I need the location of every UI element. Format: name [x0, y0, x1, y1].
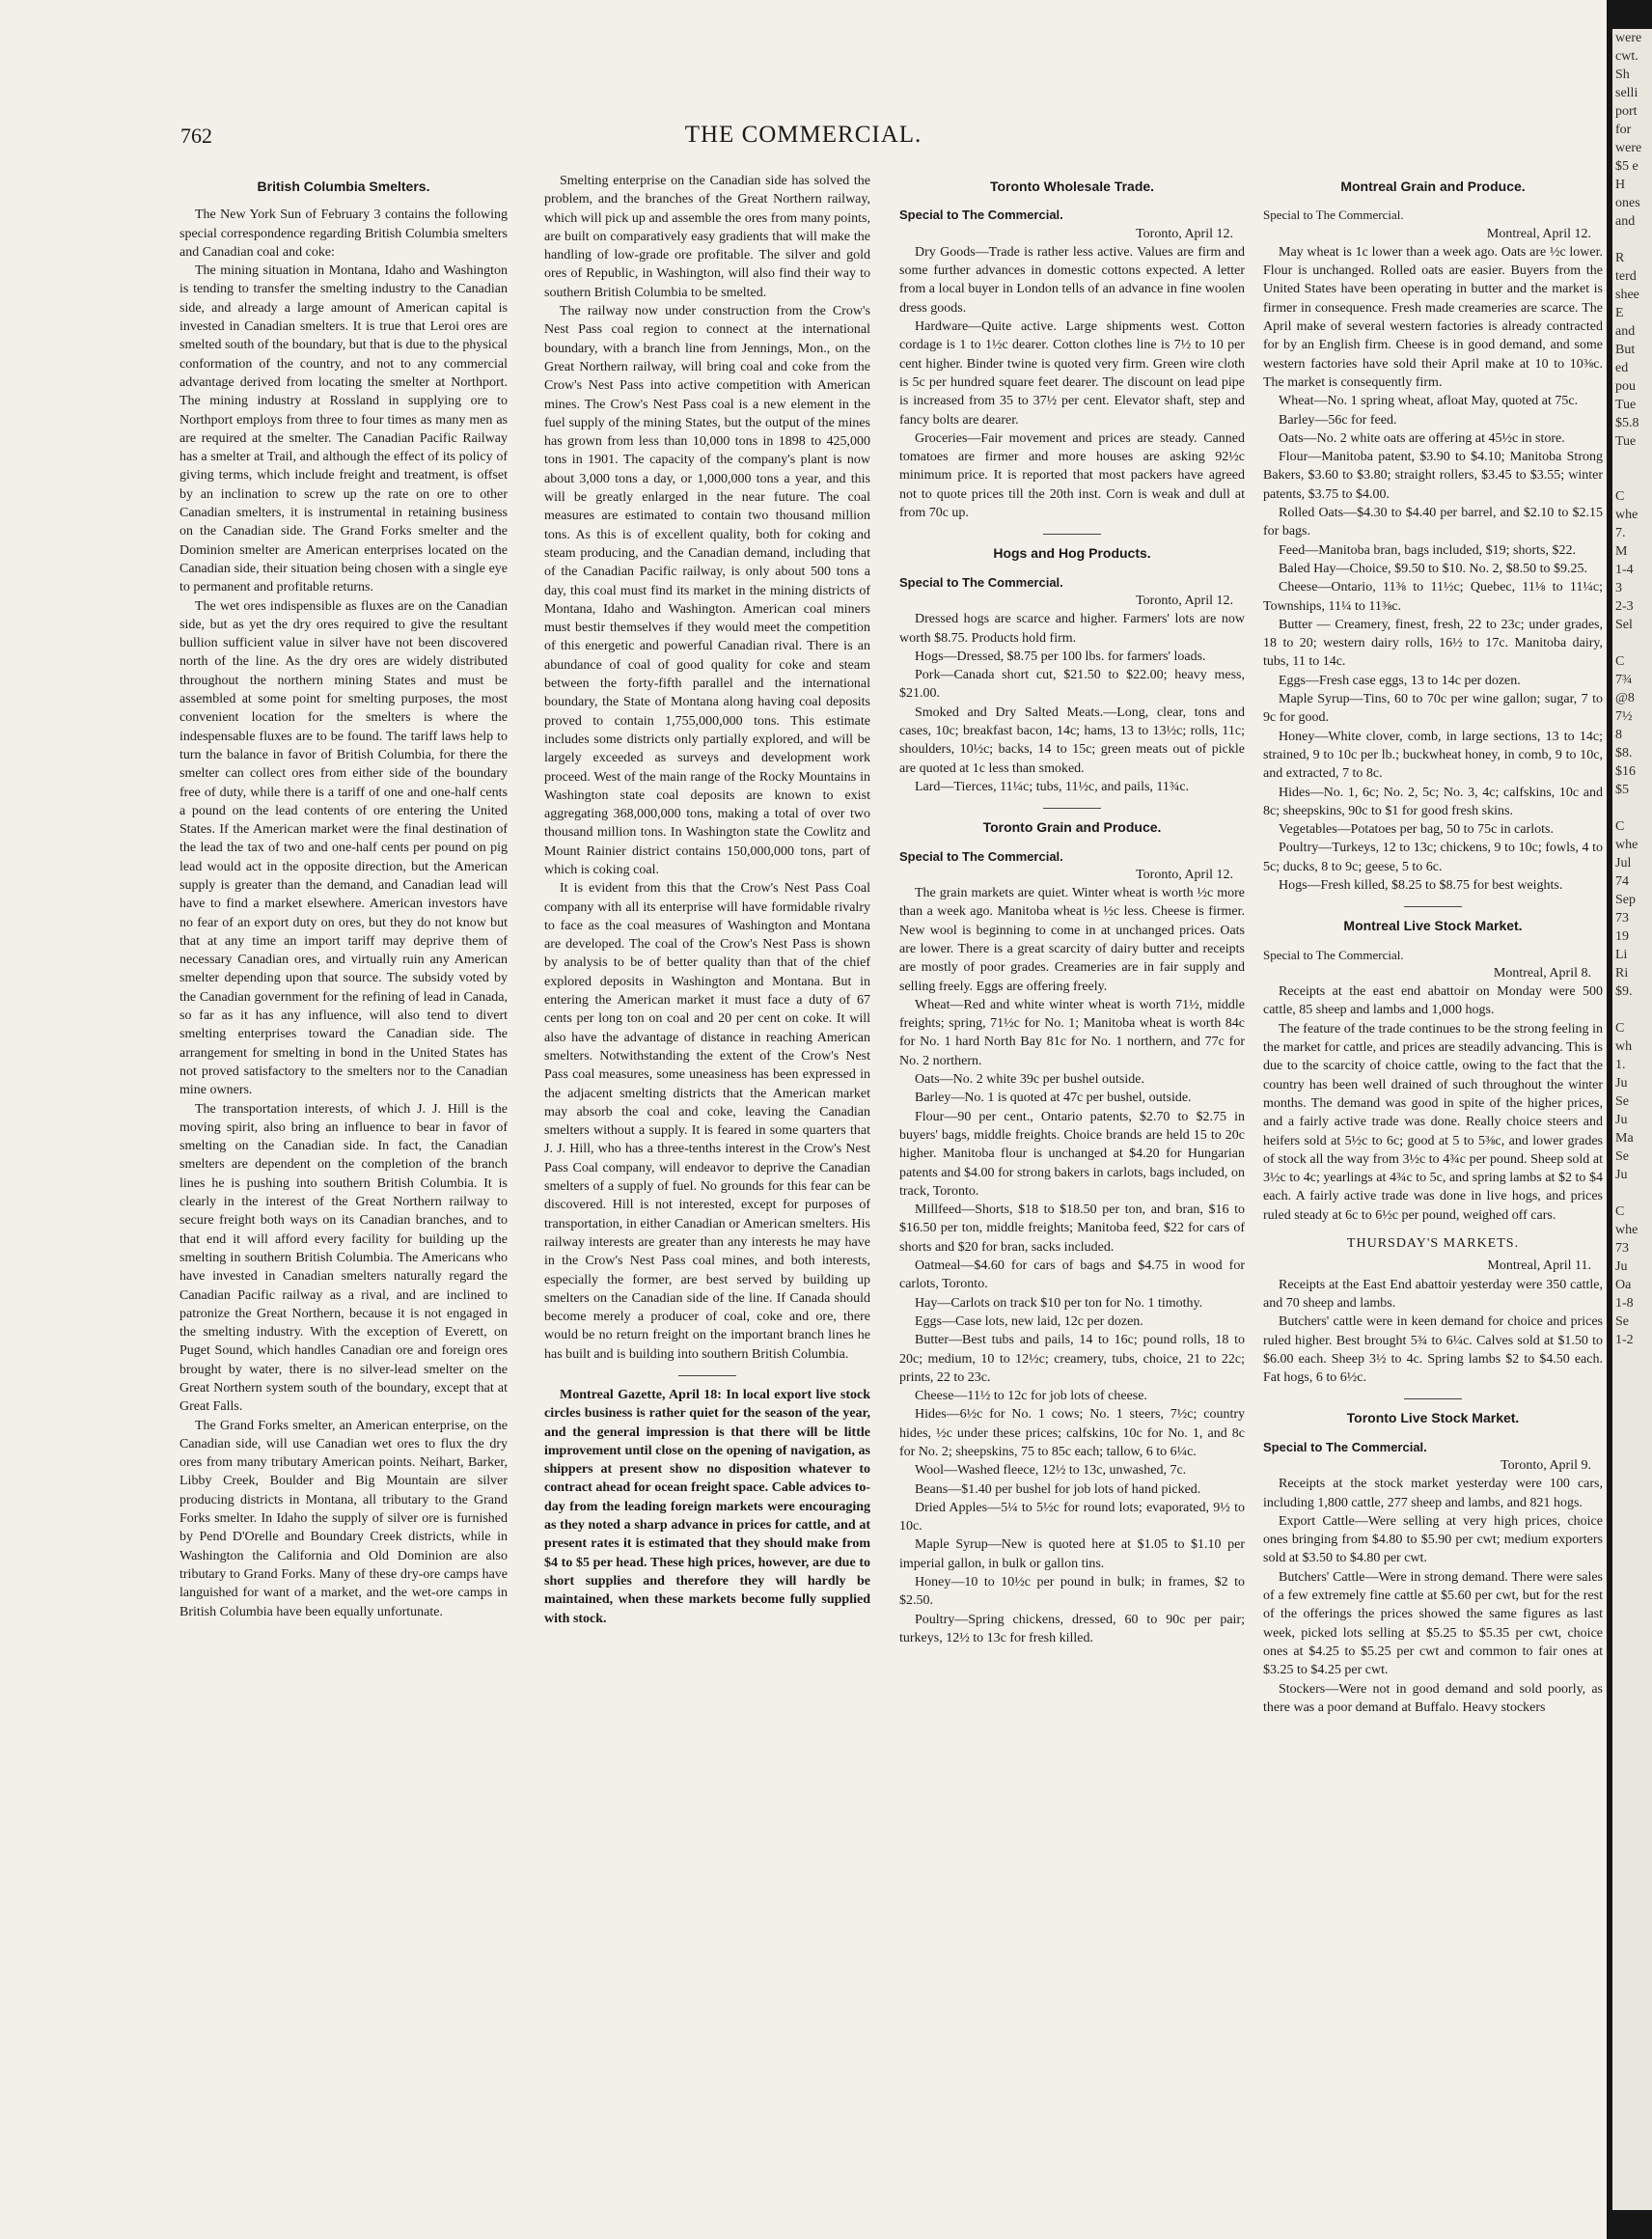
market-paragraph: Hay—Carlots on track $10 per ton for No. 1 timothy.: [915, 1295, 1203, 1311]
adjacent-page-line: 7.: [1615, 526, 1626, 540]
market-paragraph: Wool—Washed fleece, 12½ to 13c, unwashed, 7c.: [915, 1463, 1187, 1479]
article-paragraph: The New York Sun of February 3 contains the following special correspondence regarding British Columbia smelters and Canadian coal and coke:: [179, 207, 508, 260]
column-4: [1263, 172, 1603, 2092]
market-paragraph: Oatmeal—$4.60 for cars of bags and $4.75 in wood for carlots, Toronto.: [899, 1258, 1245, 1292]
adjacent-page-line: [1615, 1533, 1652, 1551]
adjacent-page-line: 7¾: [1615, 673, 1633, 687]
market-paragraph: Stockers—Were not in good demand and sold poorly, as there was a poor demand at Buffalo. Heavy stockers: [1263, 1681, 1603, 1715]
adjacent-page-line: M: [1615, 544, 1628, 559]
market-paragraph: Receipts at the east end abattoir on Monday were 500 cattle, 85 sheep and lambs and 1,000 hogs.: [1263, 984, 1603, 1018]
adjacent-page-line: $5 e: [1615, 159, 1638, 174]
market-paragraph: Groceries—Fair movement and prices are steady. Canned tomatoes are firmer and more houses are asking 92½c minimum price. It is reported that most packers have agreed not to quote prices till the 20th inst. Corn is weak and dull at from 70c up.: [899, 430, 1245, 521]
market-paragraph: The feature of the trade continues to be the strong feeling in the market for cattle, and prices are steadily advancing. This is due to the scarcity of choice cattle, owing to the fact that the country has been well drained of such throughout the winter months. The demand was good in spite of the higher prices, and a fairly active trade was done. Really choice steers and heifers sold at 5½c to 6c; good at 5 to 5⅜c, and lower grades of stock all the way from 3½c to 4¾c per pound. Sheep sold at 3½c to 4c; yearlings at 4¾c to 5c, and spring lambs at $2 to $4 each. A fairly active trade was done in live hogs, and prices ruled steady at 6c to 6½c per pound, weighed off cars.: [1263, 1021, 1603, 1223]
article-paragraph: Montreal Gazette, April 18: In local export live stock circles business is rather quiet for the season of the year, and the general impression is that there will be little improvement until close on the opening of navigation, as shippers at present show no disposition whatever to contract ahead for ocean freight space. Cable advices to-day from the leading foreign markets were encouraging as they noted a sharp advance in prices for cattle, and at present rates it is estimated that they should make from $4 to $5 per head. These high prices, however, are due to short supplies and therefore they will hardly be maintained, when these markets become fully supplied with stock.: [544, 1388, 870, 1626]
market-paragraph: Barley—No. 1 is quoted at 47c per bushel, outside.: [915, 1091, 1192, 1106]
market-paragraph: Maple Syrup—New is quoted here at $1.05 to $1.10 per imperial gallon, in bulk or gallon tins.: [899, 1537, 1245, 1571]
adjacent-page-line: ed: [1615, 361, 1629, 375]
market-paragraph: Dried Apples—5¼ to 5½c for round lots; evaporated, 9½ to 10c.: [899, 1500, 1245, 1534]
adjacent-page-line: C: [1615, 819, 1625, 834]
section-heading: Toronto Live Stock Market.: [1346, 1410, 1520, 1426]
article-paragraph: The railway now under construction from the Crow's Nest Pass coal region to connect at the international boundary, with a branch line from Jennings, Mon., on the Great Northern railway, will bring coal and coke from the Crow's Nest Pass into active competition with American mines. The Crow's Nest Pass coal is a new element in the fuel supply of the mining States, but the output of the mines has grown from less than 10,000 tons in 1898 to 425,000 tons in 1901. The capacity of the company's plant is now about 3,000 tons a day, or 1,000,000 tons a year, and this will be greatly enlarged in the near future. The coal measures are estimated to contain two thousand million tons. As this is of excellent quality, both for coking and steam producing, and the Canadian demand, including that of the Canadian Pacific railway, is only about 500 tons a day, this coal must find its market in the mining districts of Montana, Idaho and Washington. American coal miners must bestir themselves if they would meet the competition of this energetic and powerful Canadian rival. There is an abundance of coal of good quality for coke and steam between the forty-fifth parallel and the international boundary, the State of Montana along having coal deposits proved to contain 1,755,000,000 tons. This estimate includes some districts only partially explored, and will be largely exceeded as surveys and development work proceed. West of the main range of the Rocky Mountains in Washington state coal deposits are known to exist aggregating 368,000,000 tons, making a total of over two thousand million tons. In Washington state the Cowlitz and Mount Rainier district contains 150,000,000 tons, part of which is coking coal.: [544, 304, 870, 877]
market-paragraph: Export Cattle—Were selling at very high prices, choice ones bringing from $4.80 to $5.90 per cwt; medium exporters sold at $3.50 to $4.80 per cwt.: [1263, 1513, 1603, 1566]
market-paragraph: Poultry—Turkeys, 12 to 13c; chickens, 9 to 10c; fowls, 4 to 5c; ducks, 8 to 9c; geese, 5 to 6c.: [1263, 841, 1603, 874]
market-paragraph: Dressed hogs are scarce and higher. Farmers' lots are now worth $8.75. Products hold firm.: [899, 612, 1245, 646]
market-paragraph: Hardware—Quite active. Large shipments west. Cotton cordage is 1 to 1½c dearer. Cotton clothes line is 7½ to 10 per cent higher. Binder twine is quoted very firm. Green wire cloth is 5c per hundred square feet dearer. The discount on lead pipe is increased from 35 to 37½ per cent. Elevator shaft, step and fancy bolts are dearer.: [899, 319, 1245, 428]
dateline: Toronto, April 12.: [1136, 867, 1233, 882]
market-paragraph: Receipts at the East End abattoir yesterday were 350 cattle, and 70 sheep and lambs.: [1263, 1277, 1603, 1311]
market-paragraph: Wheat—No. 1 spring wheat, afloat May, quoted at 75c.: [1279, 394, 1579, 409]
market-paragraph: Flour—90 per cent., Ontario patents, $2.70 to $2.75 in buyers' bags, middle freights. Choice brands are held 15 to 20c higher. Manitoba flour is unchanged at $4.20 for Hungarian patents and $4.00 for strong bakers in carlots, bags included, on track, Toronto.: [899, 1109, 1245, 1199]
adjacent-page-line: C: [1615, 489, 1625, 504]
adjacent-page-line: [1615, 1001, 1652, 1019]
market-paragraph: Eggs—Fresh case eggs, 13 to 14c per dozen.: [1279, 673, 1521, 688]
market-paragraph: Cheese—11½ to 12c for job lots of cheese.: [915, 1389, 1147, 1404]
market-paragraph: Hogs—Fresh killed, $8.25 to $8.75 for best weights.: [1279, 877, 1563, 893]
adjacent-page-line: 8: [1615, 728, 1622, 742]
market-paragraph: Honey—White clover, comb, in large sections, 13 to 14c; strained, 9 to 10c per lb.; buckwheat honey, in comb, 9 to 10c, and extracted, 7 to 8c.: [1263, 729, 1603, 782]
market-paragraph: Wheat—Red and white winter wheat is worth 71½, middle freights; spring, 71½c for No. 1; Manitoba wheat is worth 84c for No. 1 hard North Bay 81c for No. 1 northern, and 77c for No. 2 northern.: [899, 997, 1245, 1068]
adjacent-page-line: [1615, 1368, 1652, 1386]
market-paragraph: Hides—No. 1, 6c; No. 2, 5c; No. 3, 4c; calfskins, 10c and 8c; sheepskins, 90c to $1 for good fresh skins.: [1263, 785, 1603, 818]
adjacent-page-line: shee: [1615, 288, 1639, 302]
adjacent-page-line: 2-3: [1615, 599, 1634, 614]
adjacent-page-line: C: [1615, 654, 1625, 669]
dateline: Montreal, April 12.: [1486, 226, 1591, 241]
adjacent-page-line: 3: [1615, 581, 1622, 595]
section-divider: [1043, 534, 1101, 535]
market-paragraph: Cheese—Ontario, 11⅜ to 11½c; Quebec, 11⅛ to 11¼c; Townships, 11¼ to 11⅜c.: [1263, 580, 1603, 614]
adjacent-page-line: Sel: [1615, 618, 1633, 632]
adjacent-page-line: Ri: [1615, 966, 1629, 981]
adjacent-page-line: But: [1615, 343, 1636, 357]
section-divider: [1404, 1398, 1462, 1399]
page-title: THE COMMERCIAL.: [684, 122, 922, 148]
section-heading: Toronto Grain and Produce.: [982, 819, 1162, 836]
adjacent-page-line: port: [1615, 104, 1638, 119]
adjacent-page-line: [1615, 1441, 1652, 1459]
market-paragraph: Eggs—Case lots, new laid, 12c per dozen.: [915, 1313, 1143, 1329]
adjacent-page-line: Se: [1615, 1094, 1629, 1109]
adjacent-page-line: $8.: [1615, 746, 1633, 760]
section-divider: [1043, 808, 1101, 809]
market-paragraph: Pork—Canada short cut, $21.50 to $22.00; heavy mess, $21.00.: [899, 668, 1245, 702]
market-paragraph: Hides—6½c for No. 1 cows; No. 1 steers, 7½c; country hides, ½c under these prices; calfskins, 10c for No. 1, and 8c for No. 2; sheepskins, 75 to 85c each; tallow, 6 to 6¼c.: [899, 1407, 1245, 1459]
market-paragraph: Baled Hay—Choice, $9.50 to $10. No. 2, $8.50 to $9.25.: [1279, 561, 1588, 576]
adjacent-page-line: [1615, 1386, 1652, 1404]
adjacent-page-line: R: [1615, 251, 1625, 265]
adjacent-page-text: [1612, 29, 1652, 2210]
adjacent-page-line: Ju: [1615, 1076, 1628, 1091]
adjacent-page-line: Li: [1615, 948, 1628, 962]
adjacent-page-line: 73: [1615, 1241, 1629, 1256]
market-paragraph: Oats—No. 2 white oats are offering at 45½c in store.: [1279, 430, 1565, 446]
market-paragraph: Butchers' Cattle—Were in strong demand. There were sales of a few extremely fine cattle at $5.60 per cwt, but for the rest of the offerings the prices showed the same figures as last week, picked lots selling at $5.25 to $5.35 per cwt, choice ones at $4.25 to $5.25 per cwt and common to fair ones at $3.25 to $4.25 per cwt.: [1263, 1569, 1603, 1678]
adjacent-page-line: [1615, 1478, 1652, 1496]
adjacent-page-line: [1615, 231, 1652, 249]
market-paragraph: Millfeed—Shorts, $18 to $18.50 per ton, and bran, $16 to $16.50 per ton, middle freights; Manitoba feed, $22 for cars of shorts and $20 for bran, sacks included.: [899, 1202, 1245, 1255]
adjacent-page-line: [1615, 1184, 1652, 1202]
market-paragraph: Oats—No. 2 white 39c per bushel outside.: [915, 1072, 1144, 1088]
article-paragraph: The transportation interests, of which J. J. Hill is the moving spirit, also bring an influence to bear in favor of smelting on the Canadian side. In fact, the Canadian smelters are dependent on the completion of the branch lines he is pushing into southern British Columbia. It is clearly in the interest of the Great Northern railway to secure freight both ways on its Canadian branches, and to that end it will afford every facility for building up the smelting in southern British Columbia. The Americans who have invested in Canadian smelters naturally regard the Canadian Pacific railway as a rival, and are inclined to patronize the Great Northern, because it is not engaged in the smelting industry. With the exception of Everett, on Puget Sound, which handles Canadian ore and foreign ores brought by water, there is no silver-lead smelter on the Great Northern system south of the boundary, except that at Great Falls.: [179, 1101, 508, 1415]
dateline: Toronto, April 12.: [1136, 593, 1233, 608]
market-paragraph: Butter — Creamery, finest, fresh, 22 to 23c; under grades, 18 to 20; western dairy rolls, 16½ to 17c. Manitoba dairy, tubs, 11 to 14c.: [1263, 617, 1603, 670]
adjacent-page-line: 73: [1615, 911, 1629, 926]
adjacent-page-line: 1-4: [1615, 563, 1634, 577]
adjacent-page-line: [1615, 799, 1652, 817]
adjacent-page-line: Ju: [1615, 1168, 1628, 1182]
adjacent-page-line: were: [1615, 31, 1642, 45]
market-paragraph: May wheat is 1c lower than a week ago. Oats are ½c lower. Flour is unchanged. Rolled oats are easier. Buyers from the United States have been operating in butter and the market is firmer in consequence. Fresh made creameries are scarce. The April make of several western factories is already contracted for by an English firm. Cheese is in good demand, and some western factories have sold their April make at 10 to 10⅜c. The market is consequently firm.: [1263, 244, 1603, 390]
adjacent-page-line: whe: [1615, 1223, 1638, 1237]
adjacent-page-line: 74: [1615, 874, 1629, 889]
section-heading: Montreal Live Stock Market.: [1343, 918, 1523, 934]
column-3: [899, 172, 1245, 2112]
special-line: Special to The Commercial.: [1263, 947, 1404, 962]
adjacent-page-line: were: [1615, 141, 1642, 155]
market-paragraph: Feed—Manitoba bran, bags included, $19; shorts, $22.: [1279, 542, 1576, 558]
page-number: 762: [180, 124, 212, 148]
adjacent-page-line: $5: [1615, 783, 1629, 797]
adjacent-page-line: cwt.: [1615, 49, 1638, 64]
adjacent-page-line: 1-8: [1615, 1296, 1634, 1311]
section-heading: Montreal Grain and Produce.: [1340, 179, 1526, 194]
adjacent-page-line: Se: [1615, 1149, 1629, 1164]
market-paragraph: Poultry—Spring chickens, dressed, 60 to 90c per pair; turkeys, 12½ to 13c for fresh killed.: [899, 1612, 1245, 1645]
adjacent-page-line: terd: [1615, 269, 1637, 284]
adjacent-page-line: [1615, 1459, 1652, 1478]
adjacent-page-line: [1615, 1349, 1652, 1368]
market-paragraph: Flour—Manitoba patent, $3.90 to $4.10; Manitoba Strong Bakers, $3.60 to $3.80; straight rollers, $3.45 to $3.55; winter patents, $3.75 to $4.00.: [1263, 450, 1603, 502]
adjacent-page-edge: [1607, 0, 1652, 2239]
adjacent-page-line: $9.: [1615, 984, 1633, 999]
adjacent-page-line: [1615, 451, 1652, 469]
article-paragraph: The mining situation in Montana, Idaho and Washington is tending to transfer the smelting industry to the Canadian side, and already a large amount of American capital is invested in Canadian smelters. It is true that Leroi ores are smelted south of the boundary, but that is due to the physical conformation of the country, and not to any commercial advantage derived from locating the smelter at Northport. The mining industry at Rossland in supplying ore to Northport employs from three to four times as many men as are required at the smelter. The Canadian Pacific Railway has a smelter at Trail, and although the effect of its policy of giving terms, which include freight and treatment, is offset by an inclination to screw up the rate on ore to other Canadian smelters, it is instrumental in retaining business on the Canadian side. The Grand Forks smelter and the Dominion smelter are American enterprises located on the Canadian side, their situation being chosen with a single eye to permanent and profitable returns.: [179, 263, 508, 595]
special-line: Special to The Commercial.: [899, 574, 1063, 590]
adjacent-page-line: whe: [1615, 838, 1638, 852]
section-heading: Hogs and Hog Products.: [993, 545, 1151, 562]
adjacent-page-line: H: [1615, 178, 1626, 192]
adjacent-page-line: $5.8: [1615, 416, 1639, 430]
column-2: [544, 172, 870, 2121]
adjacent-page-line: and: [1615, 214, 1636, 229]
adjacent-page-line: for: [1615, 123, 1632, 137]
market-paragraph: Honey—10 to 10½c per pound in bulk; in frames, $2 to $2.50.: [899, 1575, 1245, 1609]
adjacent-page-line: Ma: [1615, 1131, 1634, 1146]
adjacent-page-line: 1-2: [1615, 1333, 1634, 1347]
dateline: Montreal, April 8.: [1493, 965, 1591, 981]
section-heading: Toronto Wholesale Trade.: [989, 179, 1155, 194]
adjacent-page-line: pou: [1615, 379, 1636, 394]
adjacent-page-line: [1615, 1496, 1652, 1514]
article-heading: British Columbia Smelters.: [257, 179, 430, 194]
adjacent-page-line: and: [1615, 324, 1636, 339]
article-paragraph: Smelting enterprise on the Canadian side has solved the problem, and the branches of the Great Northern railway, which will pick up and assemble the ores from many points, are built on comparatively easy gradients that will make the handling of low-grade ore profitable. The silver and gold ores of Republic, in Washington, will also find their way to southern British Columbia to be smelted.: [544, 174, 870, 300]
adjacent-page-line: whe: [1615, 508, 1638, 522]
market-paragraph: Dry Goods—Trade is rather less active. Values are firm and some further advances in domestic cottons expected. A letter from a local buyer in London tells of an advance in fine woolen dress goods.: [899, 244, 1245, 316]
adjacent-page-line: Se: [1615, 1314, 1629, 1329]
market-paragraph: Barley—56c for feed.: [1279, 412, 1397, 428]
market-paragraph: Hogs—Dressed, $8.75 per 100 lbs. for farmers' loads.: [915, 649, 1206, 664]
section-divider: [1404, 906, 1462, 907]
adjacent-page-line: [1615, 1514, 1652, 1533]
market-paragraph: Butter—Best tubs and pails, 14 to 16c; pound rolls, 18 to 20c; medium, 10 to 12½c; creamery, tubs, choice, 21 to 22c; prints, 22 to 23c.: [899, 1333, 1245, 1385]
market-paragraph: The grain markets are quiet. Winter wheat is worth ½c more than a week ago. Manitoba wheat is ½c less. Cheese is firmer. New wool is beginning to come in at unchanged prices. Oats are lower. There is a great scarcity of dairy butter and receipts are mostly of poor grades. Creameries are in fair supply and selling freely. Eggs are offering freely.: [899, 886, 1245, 994]
market-paragraph: Smoked and Dry Salted Meats.—Long, clear, tons and cases, 10c; breakfast bacon, 14c; hams, 13 to 13½c; rolls, 11c; shoulders, 10½c; backs, 14 to 15c; green meats out of pickle are quoted at 1c less than smoked.: [899, 705, 1245, 776]
adjacent-page-line: 1.: [1615, 1058, 1626, 1072]
adjacent-page-line: wh: [1615, 1039, 1633, 1054]
adjacent-page-line: Oa: [1615, 1278, 1632, 1292]
adjacent-page-line: $16: [1615, 764, 1636, 779]
market-paragraph: Maple Syrup—Tins, 60 to 70c per wine gallon; sugar, 7 to 9c for good.: [1263, 692, 1603, 726]
adjacent-page-line: @8: [1615, 691, 1635, 705]
adjacent-page-line: Sep: [1615, 893, 1636, 907]
adjacent-page-line: C: [1615, 1204, 1625, 1219]
column-1: [179, 172, 508, 2131]
adjacent-page-line: Tue: [1615, 434, 1637, 449]
special-line: Special to The Commercial.: [899, 848, 1063, 864]
special-line: Special to The Commercial.: [899, 207, 1063, 223]
dateline: Toronto, April 9.: [1501, 1458, 1591, 1473]
adjacent-page-line: [1615, 634, 1652, 652]
market-paragraph: Butchers' cattle were in keen demand for choice and prices ruled higher. Best brought 5¾ to 6¼c. Calves sold at $1.50 to $6.00 each. Sheep 3½ to 4c. Spring lambs $2 to $4.50 each. Fat hogs, 6 to 6½c.: [1263, 1314, 1603, 1386]
special-line: Special to The Commercial.: [1263, 207, 1404, 223]
article-paragraph: The wet ores indispensible as fluxes are on the Canadian side, but as yet the dry ores required to give the resultant bullion sufficient value in silver have not been discovered north of the line. As the dry ores are widely distributed throughout the northern mining States and must be assembled at some point for smelting purposes, the most convenient location for the smelters is where the indespensable fluxes are to be found. The tariff laws help to turn the balance in favor of British Columbia, for there the smelter can collect ores from either side of the boundary free of duty, while there is a tariff of one and one-half cents a pound on the lead contents of ore entering the United States. If the American market were the final destination of the lead the tax of two and one-half cents per pound on pig lead would act in the opposite direction, but the American supply is greater than the demand, and Canadian lead will have to find a market elsewhere. American investors have no fear of an export duty on ores, but they do not know but that at any time an import tariff may deprive them of necessary Canadian ores, and virtually ruin any American smelter depending upon that source. The subsidy voted by the Canadian government for the refining of lead in Canada, so far as it has any influence, will also tend to divert smelting enterprises toward the Canadian side. The arrangement for smelting in bond in the United States has not proved satisfactory to the smelters nor to the Canadian mine owners.: [179, 598, 508, 1098]
adjacent-page-line: [1615, 1423, 1652, 1441]
market-paragraph: Beans—$1.40 per bushel for job lots of hand picked.: [915, 1481, 1201, 1497]
adjacent-page-line: 19: [1615, 929, 1629, 944]
market-paragraph: Vegetables—Potatoes per bag, 50 to 75c in carlots.: [1279, 822, 1554, 838]
adjacent-page-line: [1615, 469, 1652, 487]
adjacent-page-line: Tue: [1615, 398, 1637, 412]
adjacent-page-line: [1615, 1404, 1652, 1423]
market-paragraph: Lard—Tierces, 11¼c; tubs, 11½c, and pails, 11¾c.: [915, 779, 1190, 794]
dateline: Montreal, April 11.: [1487, 1258, 1591, 1274]
market-paragraph: Receipts at the stock market yesterday were 100 cars, including 1,800 cattle, 277 sheep and lambs, and 821 hogs.: [1263, 1477, 1603, 1510]
adjacent-page-line: Ju: [1615, 1113, 1628, 1127]
adjacent-page-line: E: [1615, 306, 1624, 320]
market-paragraph: Rolled Oats—$4.30 to $4.40 per barrel, and $2.10 to $2.15 for bags.: [1263, 506, 1603, 539]
article-paragraph: It is evident from this that the Crow's Nest Pass Coal company with all its enterprise will have formidable rivalry to face as the coal measures of Washington and Montana are developed. The coal of the Crow's Nest Pass is shown by analysis to be of better quality than that of the chief explored deposits in Washington and Montana. But in entering the American market it must face a duty of 67 cents per long ton on coal and 20 per cent on coke. It will also have the advantage of distance in reaching American smelters. Notwithstanding the extent of the Crow's Nest Pass coal measures, some uneasiness has been expressed in the adjacent smelting districts that the American market may absorb the coal and coke, leaving the Canadian smelters without a supply. It is feared in some quarters that J. J. Hill, who has a three-tenths interest in the Crow's Nest Pass Coal company, will endeavor to deprive the Canadian smelters of a supply of fuel. No grounds for this fear can be discovered. Hill is not interested, except for purposes of transportation, in either Canadian or American smelters. His railway interests are greater than any interests he may have in the Crow's Nest Pass coal mines, and both interests, especially the former, are best served by building up smelters on the Canadian side of the line. If Canada should become merely a producer of coal, coke and ore, there would be no return freight on the important branch lines he has built and is building into southern British Columbia.: [544, 881, 870, 1362]
subsection-heading: THURSDAY'S MARKETS.: [1346, 1236, 1520, 1252]
adjacent-page-line: selli: [1615, 86, 1638, 100]
adjacent-page-line: Jul: [1615, 856, 1632, 871]
adjacent-page-line: Sh: [1615, 68, 1630, 82]
section-divider: [678, 1375, 736, 1376]
article-paragraph: The Grand Forks smelter, an American enterprise, on the Canadian side, will use Canadian wet ores to flux the dry ores from many tributary American points. Neihart, Barker, Libby Creek, Boulder and Big Mountain are silver producing districts in Montana, all tributary to the Grand Forks smelter. In Idaho the supply of silver ore is furnished by Pend D'Orelle and Boundary Creek districts, while in Washington the California and Old Dominion are also tributary to Grand Forks. Many of these dry-ore camps have languished for want of a market, and the wet-ore camps in British Columbia have been equally unfortunate.: [179, 1418, 508, 1619]
special-line: Special to The Commercial.: [1263, 1439, 1427, 1454]
adjacent-page-line: C: [1615, 1021, 1625, 1036]
dateline: Toronto, April 12.: [1136, 226, 1233, 241]
adjacent-page-line: ones: [1615, 196, 1640, 210]
adjacent-page-line: Ju: [1615, 1259, 1628, 1274]
adjacent-page-line: 7½: [1615, 709, 1633, 724]
